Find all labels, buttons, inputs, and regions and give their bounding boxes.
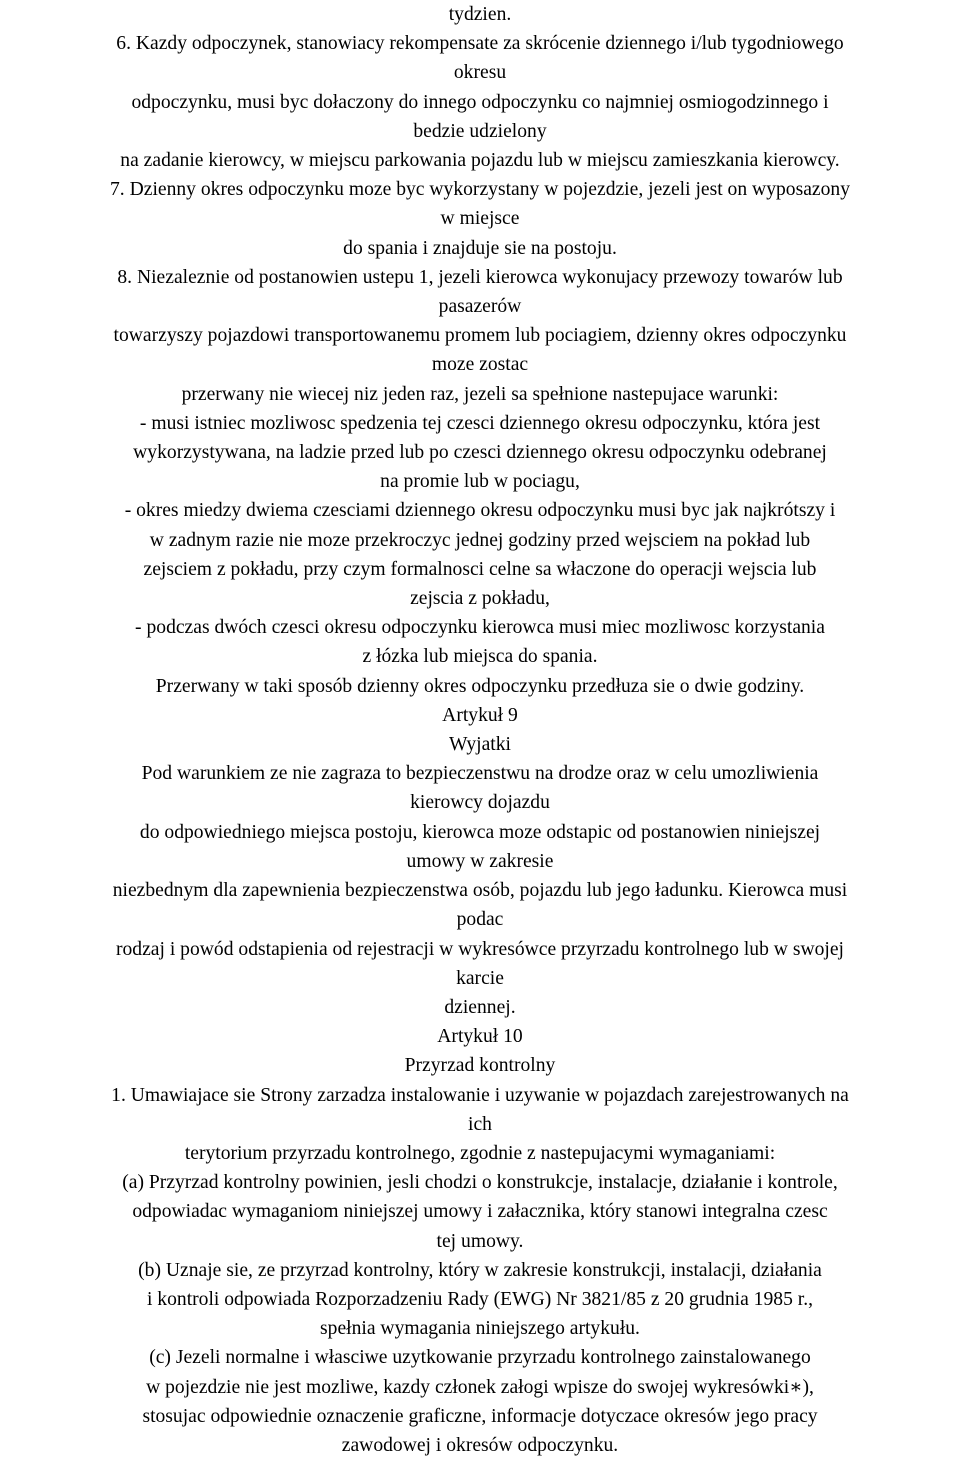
text-line: z łózka lub miejsca do spania. xyxy=(362,646,598,668)
text-line: do spania i znajduje sie na postoju. xyxy=(343,237,617,259)
point-c-line: (c) Jezeli normalne i własciwe uzytkowanie przyrzadu kontrolnego zainstalowanego xyxy=(149,1347,811,1369)
text-line: tydzien. xyxy=(448,4,512,25)
paragraph-6-line: 6. Kazdy odpoczynek, stanowiacy rekompensate za skrócenie dziennego i/lub tygodniowego xyxy=(116,33,844,55)
article-9-heading: Artykuł 9 xyxy=(442,704,518,726)
text-line: niezbednym dla zapewnienia bezpieczenstwa osób, pojazdu lub jego ładunku. Kierowca musi xyxy=(112,880,848,902)
article-10-title: Przyrzad kontrolny xyxy=(404,1055,556,1077)
text-line: Pod warunkiem ze nie zagraza to bezpieczenstwu na drodze oraz w celu umozliwienia xyxy=(141,763,819,785)
text-line: dziennej. xyxy=(444,996,516,1018)
text-line: na promie lub w pociagu, xyxy=(380,471,580,493)
text-line: przerwany nie wiecej niz jeden raz, jezeli sa spełnione nastepujace warunki: xyxy=(181,383,779,405)
text-line: w pojezdzie nie jest mozliwe, kazdy członek załogi wpisze do swojej wykresówki∗), xyxy=(146,1376,814,1398)
paragraph-7-line: 7. Dzienny okres odpoczynku moze byc wykorzystany w pojezdzie, jezeli jest on wyposazony xyxy=(110,179,850,201)
text-line: terytorium przyrzadu kontrolnego, zgodnie z nastepujacymi wymaganiami: xyxy=(184,1142,776,1164)
text-line: zejsciem z pokładu, przy czym formalnosci celne sa właczone do operacji wejscia lub xyxy=(143,558,817,580)
text-line: odpowiadac wymaganiom niniejszej umowy i załacznika, który stanowi integralna czesc xyxy=(132,1201,828,1223)
text-line: w miejsce xyxy=(440,208,520,230)
text-line: moze zostac xyxy=(431,354,529,376)
text-line: spełnia wymagania niniejszego artykułu. xyxy=(320,1318,640,1340)
text-line: ich xyxy=(468,1113,492,1135)
text-line: stosujac odpowiednie oznaczenie graficzne, informacje dotyczace okresów jego pracy xyxy=(142,1405,818,1427)
text-line: i kontroli odpowiada Rozporzadzeniu Rady (EWG) Nr 3821/85 z 20 grudnia 1985 r., xyxy=(146,1288,814,1310)
text-line: do odpowiedniego miejsca postoju, kierowca moze odstapic od postanowien niniejszej xyxy=(139,821,821,843)
list-item-line: - okres miedzy dwiema czesciami dziennego okresu odpoczynku musi byc jak najkrótszy i xyxy=(124,500,836,522)
text-line: tej umowy. xyxy=(436,1230,524,1252)
text-line: pasazerów xyxy=(438,296,522,318)
text-line: odpoczynku, musi byc dołaczony do innego odpoczynku co najmniej osmiogodzinnego i xyxy=(131,91,829,113)
text-line: wykorzystywana, na ladzie przed lub po czesci dziennego okresu odpoczynku odebranej xyxy=(133,442,827,464)
point-a-line: (a) Przyrzad kontrolny powinien, jesli chodzi o konstrukcje, instalacje, działanie i kontrole, xyxy=(122,1172,838,1194)
text-line: umowy w zakresie xyxy=(406,850,554,872)
point-b-line: (b) Uznaje sie, ze przyrzad kontrolny, który w zakresie konstrukcji, instalacji, działania xyxy=(138,1259,822,1281)
text-line: zejscia z pokładu, xyxy=(410,588,550,610)
list-item-line: - musi istniec mozliwosc spedzenia tej czesci dziennego okresu odpoczynku, która jest xyxy=(139,412,821,434)
text-line: towarzyszy pojazdowi transportowanemu promem lub pociagiem, dzienny okres odpoczynku xyxy=(113,325,847,347)
text-line: kierowcy dojazdu xyxy=(410,792,550,814)
text-line: podac xyxy=(456,909,504,931)
text-line: rodzaj i powód odstapienia od rejestracji w wykresówce przyrzadu kontrolnego lub w swojej xyxy=(115,938,845,960)
text-line: bedzie udzielony xyxy=(413,120,547,142)
list-item-line: - podczas dwóch czesci okresu odpoczynku kierowca musi miec mozliwosc korzystania xyxy=(135,617,825,639)
article-10-heading: Artykuł 10 xyxy=(437,1026,523,1048)
text-line: Przerwany w taki sposób dzienny okres odpoczynku przedłuza sie o dwie godziny. xyxy=(155,675,805,697)
text-line: karcie xyxy=(456,967,504,989)
paragraph-8-line: 8. Niezaleznie od postanowien ustepu 1, jezeli kierowca wykonujacy przewozy towarów lub xyxy=(117,266,843,288)
text-line: w zadnym razie nie moze przekroczyc jednej godziny przed wejsciem na pokład lub xyxy=(149,529,811,551)
text-line: zawodowej i okresów odpoczynku. xyxy=(341,1434,619,1456)
paragraph-1-line: 1. Umawiajace sie Strony zarzadza instalowanie i uzywanie w pojazdach zarejestrowanych na xyxy=(111,1084,849,1106)
text-line: okresu xyxy=(453,62,507,84)
article-9-title: Wyjatki xyxy=(449,734,511,756)
text-line: na zadanie kierowcy, w miejscu parkowania pojazdu lub w miejscu zamieszkania kierowcy. xyxy=(120,150,840,172)
